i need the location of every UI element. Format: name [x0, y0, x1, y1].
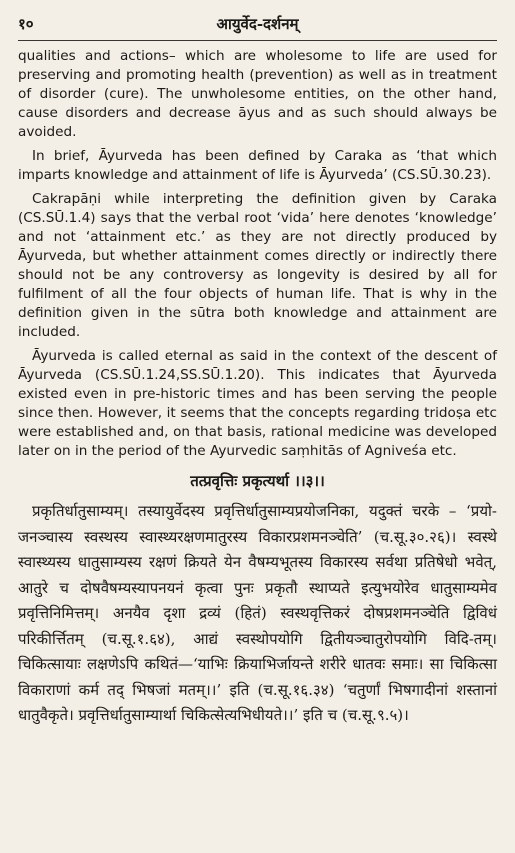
sanskrit-commentary: प्रकृतिर्धातुसाम्यम्। तस्यायुर्वेदस्य प्रवृत्तिर्धातुसाम्यप्रयोजनिका, यदुक्तं चरके – ‘प्रयो-जनञ्चास्य स्वस्थस्य स्वास्थ्यरक्षणमातुरस्य विकारप्रशमनञ्चेति’ (च.सू.३०.२६)। स्वस्थे स्वास्थ्यस्य धातुसाम्यस्य रक्षणं क्रियते येन वैषम्यभूतस्य विकारस्य सर्वथा प्रतिषेधो भवेत्, आतुरे च दोषवैषम्यस्यापनयनं कृत्वा पुनः प्रकृतौ स्थाप्यते इत्युभयोरेव धातुसाम्यमेव प्रवृत्तिनिमित्तम्। अनयैव दृशा द्रव्यं (हितं) स्वस्थवृत्तिकरं दोषप्रशमनञ्चेति द्विविधं परिकीर्त्तितम् (च.सू.१.६४), आद्यं स्वस्थोपयोगि द्वितीयञ्चातुरोपयोगि विदि-तम्। चिकित्सायाः लक्षणेऽपि कथितं—‘याभिः क्रियाभिर्जायन्ते शरीरे धातवः समाः। सा चिकित्सा विकाराणां कर्म तद् भिषजां मतम्।।’ इति (च.सू.१६.३४) ‘चतुर्णां भिषगादीनां शस्तानां धातुवैकृते। प्रवृत्तिर्धातुसाम्यार्था चिकित्सेत्यभिधीयते।।’ इति च (च.सू.९.५)। [18, 502, 497, 724]
page-number: १० [18, 15, 34, 33]
paragraph-eternal: Āyurveda is called eternal as said in the context of the descent of Āyurveda (CS.SŪ.1.24,SS.SŪ.1.20). This indicates that Āyurveda existed even in pre-historic times and has been serving the people since then. However, it seems that the concepts regarding tridoṣa etc were established and, on that basis, rational medicine was developed later on in the period of the Ayurvedic saṃhitās of Agniveśa etc. [18, 348, 497, 459]
header-divider [18, 40, 497, 41]
sutra-heading: तत्प्रवृत्तिः प्रकृत्यर्था ।।३।। [190, 472, 325, 490]
paragraph-cakrapani: Cakrapāṇi while interpreting the definition given by Caraka (CS.SŪ.1.4) says that the verbal root ‘vida’ here denotes ‘knowledge’ and not ‘attainment etc.’ as they are not directly produced by Āyurveda, but whether attainment comes directly or indirectly there should not be any controversy as longevity is desired by all for fulfilment of all the four objects of human life. That is why in the definition given in the sūtra both knowledge and attainment are included. [18, 191, 497, 340]
paragraph-definition: In brief, Āyurveda has been defined by Caraka as ‘that which imparts knowledge and attainment of life is Āyurveda’ (CS.SŪ.30.23). [18, 148, 497, 183]
running-title: आयुर्वेद-दर्शनम् [216, 15, 299, 33]
paragraph-continued: qualities and actions– which are wholesome to life are used for preserving and promoting health (prevention) as well as in treatment of disorder (cure). The unwholesome entities, on the other hand, cause disorders and decrease āyus and as such should always be avoided. [18, 48, 497, 140]
